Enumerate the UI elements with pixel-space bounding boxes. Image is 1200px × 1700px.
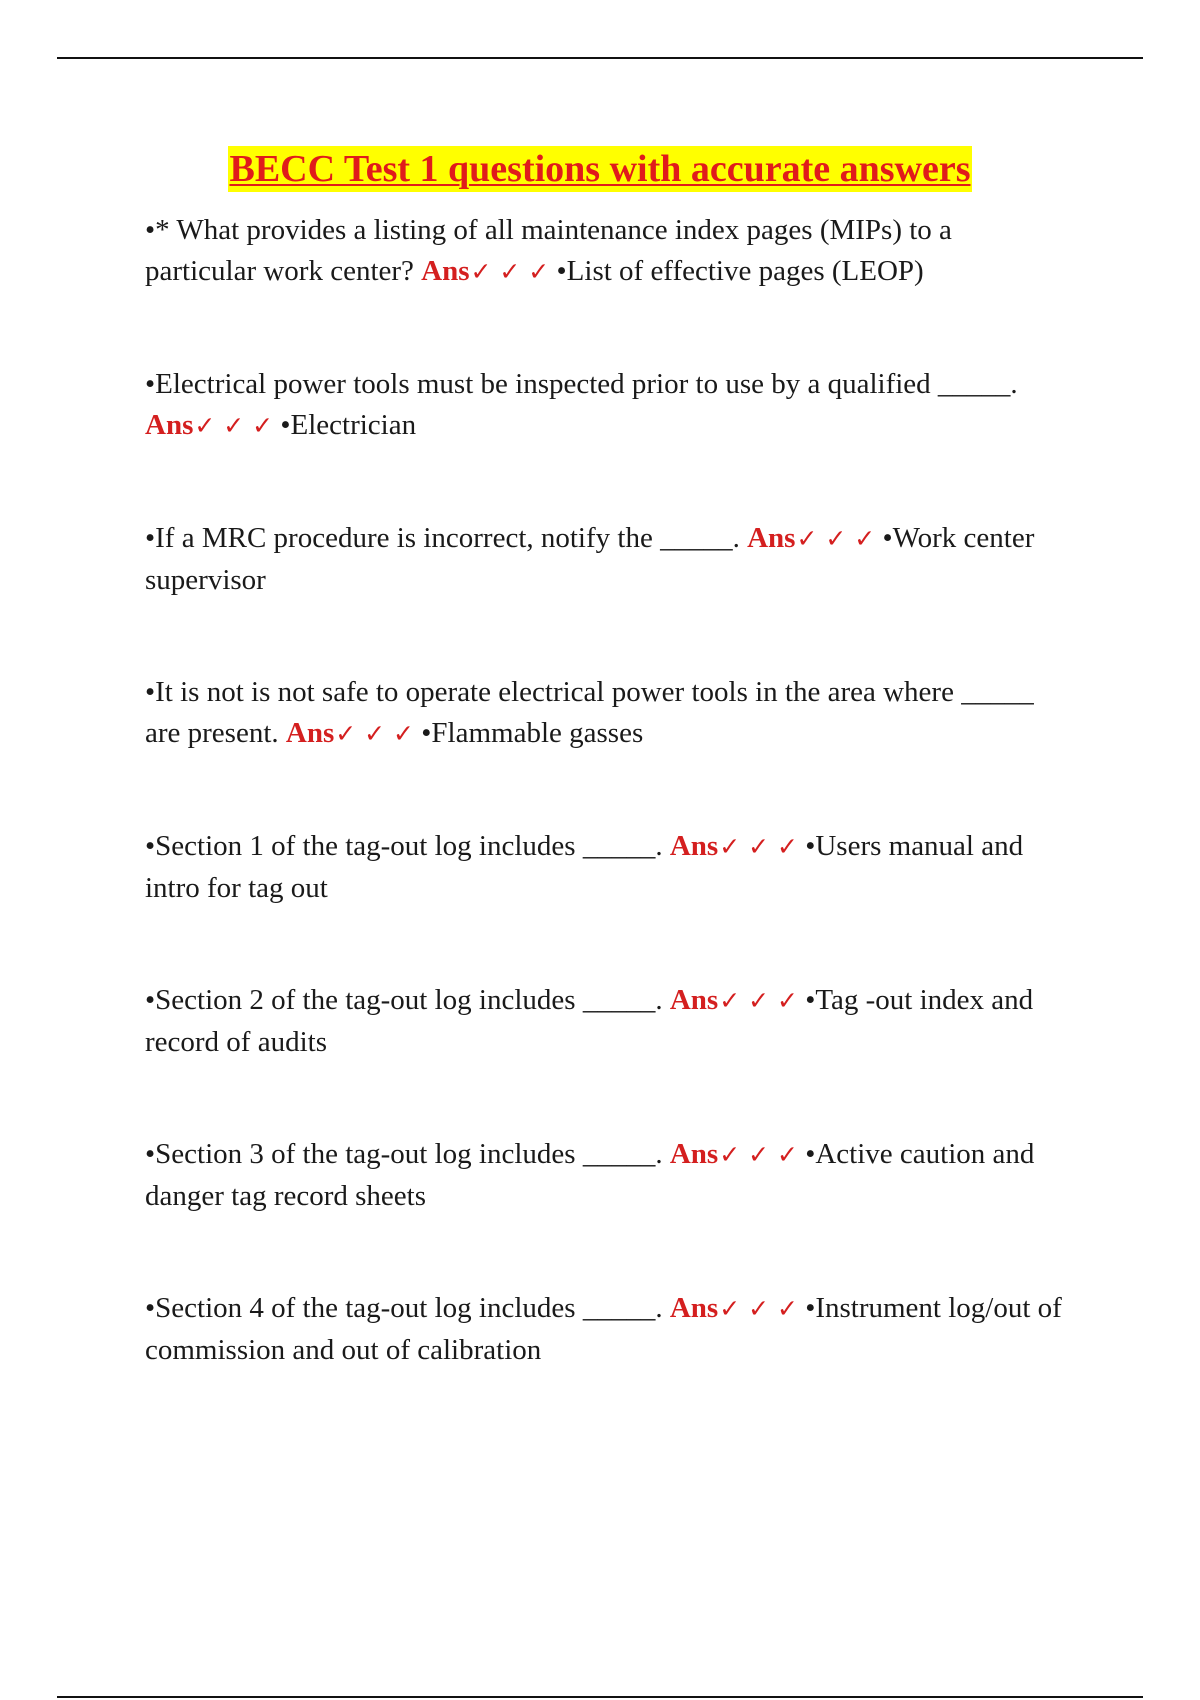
answer-text: •Work center supervisor <box>145 522 1035 596</box>
question-text: •Section 1 of the tag-out log includes _____. <box>145 830 663 862</box>
question-text: •* What provides a listing of all maintenance index pages (MIPs) to a particular work center? <box>145 214 952 287</box>
checkmark-icon: ✓ ✓ ✓ <box>796 524 876 553</box>
question-text: •Section 4 of the tag-out log includes _____. <box>145 1292 663 1324</box>
qa-list <box>145 210 1065 1442</box>
qa-item <box>145 1134 1065 1215</box>
header-rule <box>57 57 1143 59</box>
checkmark-icon: ✓ ✓ ✓ <box>470 256 550 286</box>
question-text: •It is not is not safe to operate electrical power tools in the area where _____ are present. <box>145 676 1034 749</box>
answer-text: •Active caution and danger tag record sheets <box>145 1138 1035 1212</box>
answer-text: •List of effective pages (LEOP) <box>556 254 924 287</box>
answer-marker: Ans <box>747 522 796 554</box>
answer-text: •Tag -out index and record of audits <box>145 984 1034 1058</box>
document-title: BECC Test 1 questions with accurate answers <box>229 148 971 190</box>
qa-item <box>145 364 1065 445</box>
qa-item <box>145 1288 1065 1369</box>
checkmark-icon: ✓ ✓ ✓ <box>719 1294 798 1323</box>
checkmark-icon: ✓ ✓ ✓ <box>719 986 798 1015</box>
question-text: •If a MRC procedure is incorrect, notify the _____. <box>145 522 740 554</box>
checkmark-icon: ✓ ✓ ✓ <box>194 410 274 440</box>
qa-item <box>145 672 1065 753</box>
checkmark-icon: ✓ ✓ ✓ <box>335 718 415 748</box>
answer-marker: Ans <box>669 1292 719 1324</box>
qa-item <box>145 826 1065 907</box>
answer-text: •Flammable gasses <box>421 716 644 749</box>
answer-text: •Instrument log/out of commission and out of calibration <box>145 1292 1062 1366</box>
answer-text: •Electrician <box>280 408 417 441</box>
question-text: •Electrical power tools must be inspected prior to use by a qualified _____. <box>145 368 1018 400</box>
question-text: •Section 2 of the tag-out log includes _____. <box>145 984 663 1016</box>
answer-marker: Ans <box>669 830 719 862</box>
answer-marker: Ans <box>421 254 470 287</box>
checkmark-icon: ✓ ✓ ✓ <box>719 1140 798 1169</box>
checkmark-icon: ✓ ✓ ✓ <box>719 832 798 861</box>
qa-item <box>145 518 1065 599</box>
answer-marker: Ans <box>145 408 194 441</box>
answer-marker: Ans <box>285 716 335 749</box>
answer-text: •Users manual and intro for tag out <box>145 830 1024 904</box>
title-block <box>0 146 1200 192</box>
qa-item <box>145 210 1065 291</box>
qa-item <box>145 980 1065 1061</box>
question-text: •Section 3 of the tag-out log includes _____. <box>145 1138 663 1170</box>
footer-rule <box>57 1696 1143 1698</box>
answer-marker: Ans <box>669 1138 719 1170</box>
answer-marker: Ans <box>669 984 719 1016</box>
